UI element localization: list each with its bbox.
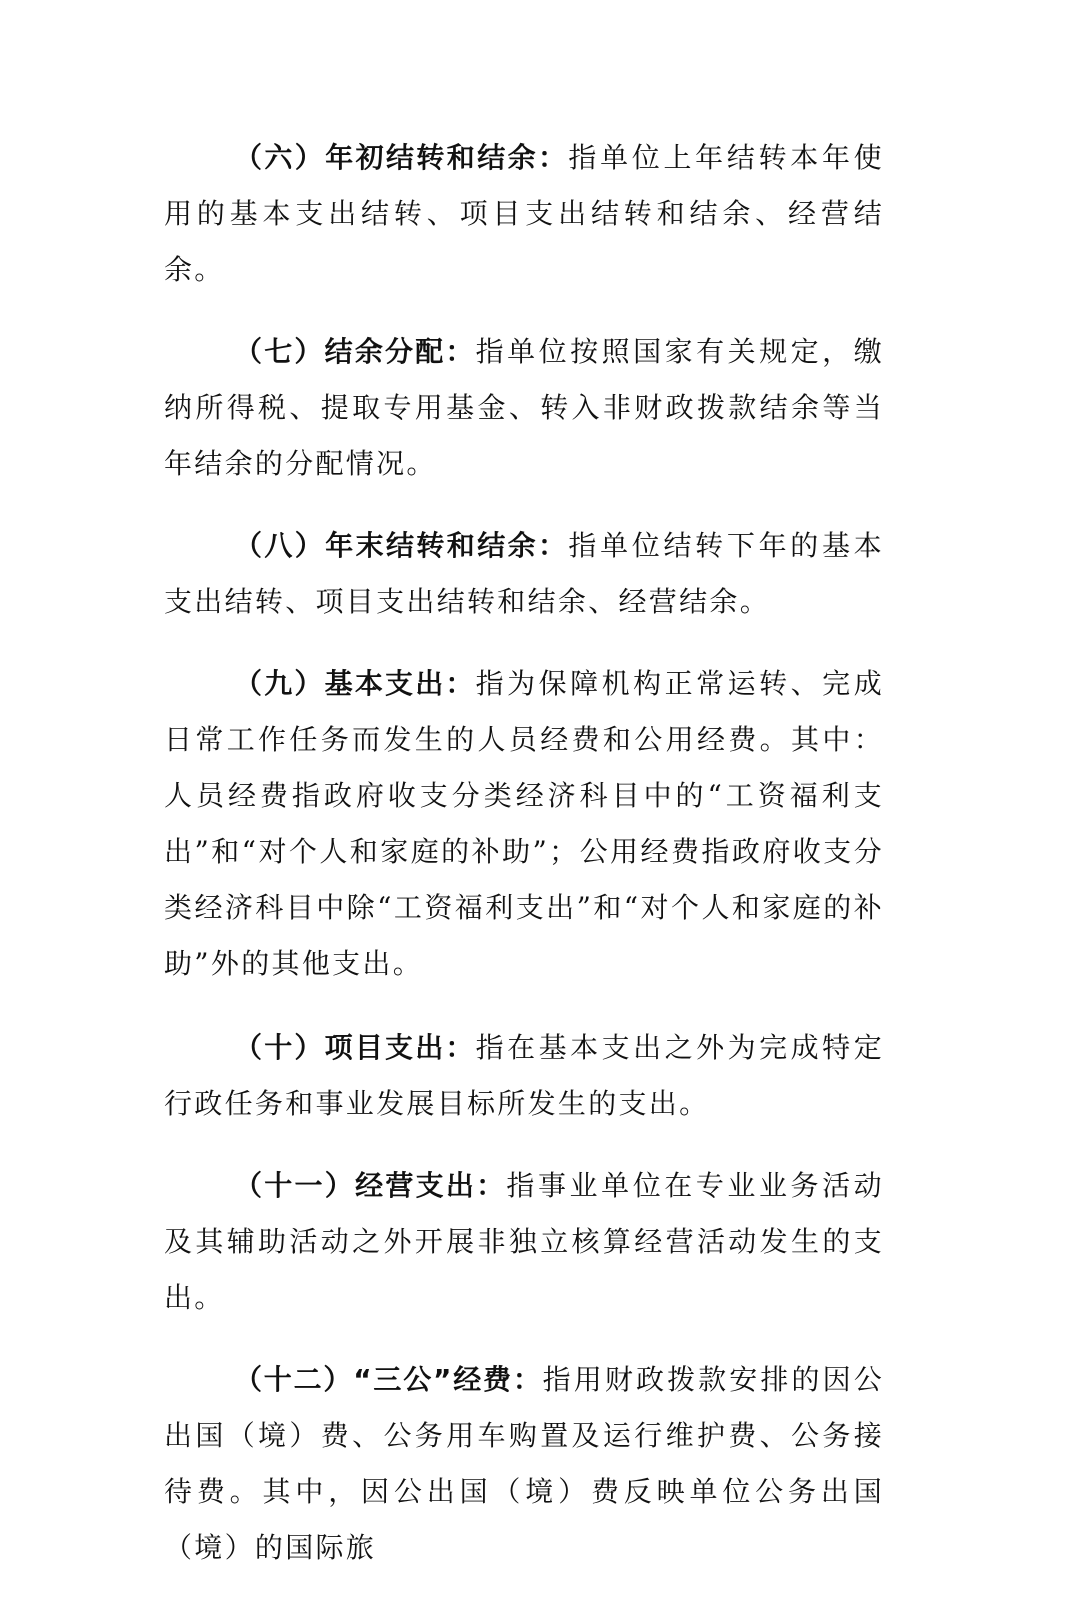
term-heading: （九）基本支出： (234, 667, 476, 700)
paragraph-surplus-distribution (164, 324, 884, 492)
document-body (164, 130, 884, 1602)
term-heading: （十二）“三公”经费： (234, 1363, 543, 1396)
term-definition: 指单位结转下年的基本支出结转、项目支出结转和结余、经营结余。 (164, 529, 884, 618)
paragraph-project-expenditure (164, 1020, 884, 1132)
term-heading: （六）年初结转和结余： (234, 141, 569, 174)
term-heading: （七）结余分配： (234, 335, 476, 368)
term-heading: （八）年末结转和结余： (234, 529, 569, 562)
paragraph-operating-expenditure (164, 1158, 884, 1326)
term-definition: 指事业单位在专业业务活动及其辅助活动之外开展非独立核算经营活动发生的支出。 (164, 1169, 884, 1314)
term-heading: （十）项目支出： (234, 1031, 476, 1064)
term-definition: 指单位按照国家有关规定，缴纳所得税、提取专用基金、转入非财政拨款结余等当年结余的分配情况。 (164, 335, 884, 480)
paragraph-basic-expenditure (164, 656, 884, 992)
term-definition: 指为保障机构正常运转、完成日常工作任务而发生的人员经费和公用经费。其中：人员经费指政府收支分类经济科目中的“工资福利支出”和“对个人和家庭的补助”；公用经费指政府收支分类经济科目中除“工资福利支出”和“对个人和家庭的补助”外的其他支出。 (164, 667, 884, 980)
paragraph-year-end-carryover (164, 518, 884, 630)
term-definition: 指用财政拨款安排的因公出国（境）费、公务用车购置及运行维护费、公务接待费。其中，因公出国（境）费反映单位公务出国（境）的国际旅 (164, 1363, 884, 1564)
paragraph-three-public-expenses (164, 1352, 884, 1576)
term-definition: 指在基本支出之外为完成特定行政任务和事业发展目标所发生的支出。 (164, 1031, 884, 1120)
paragraph-year-start-carryover (164, 130, 884, 298)
term-heading: （十一）经营支出： (234, 1169, 507, 1202)
term-definition: 指单位上年结转本年使用的基本支出结转、项目支出结转和结余、经营结余。 (164, 141, 884, 286)
